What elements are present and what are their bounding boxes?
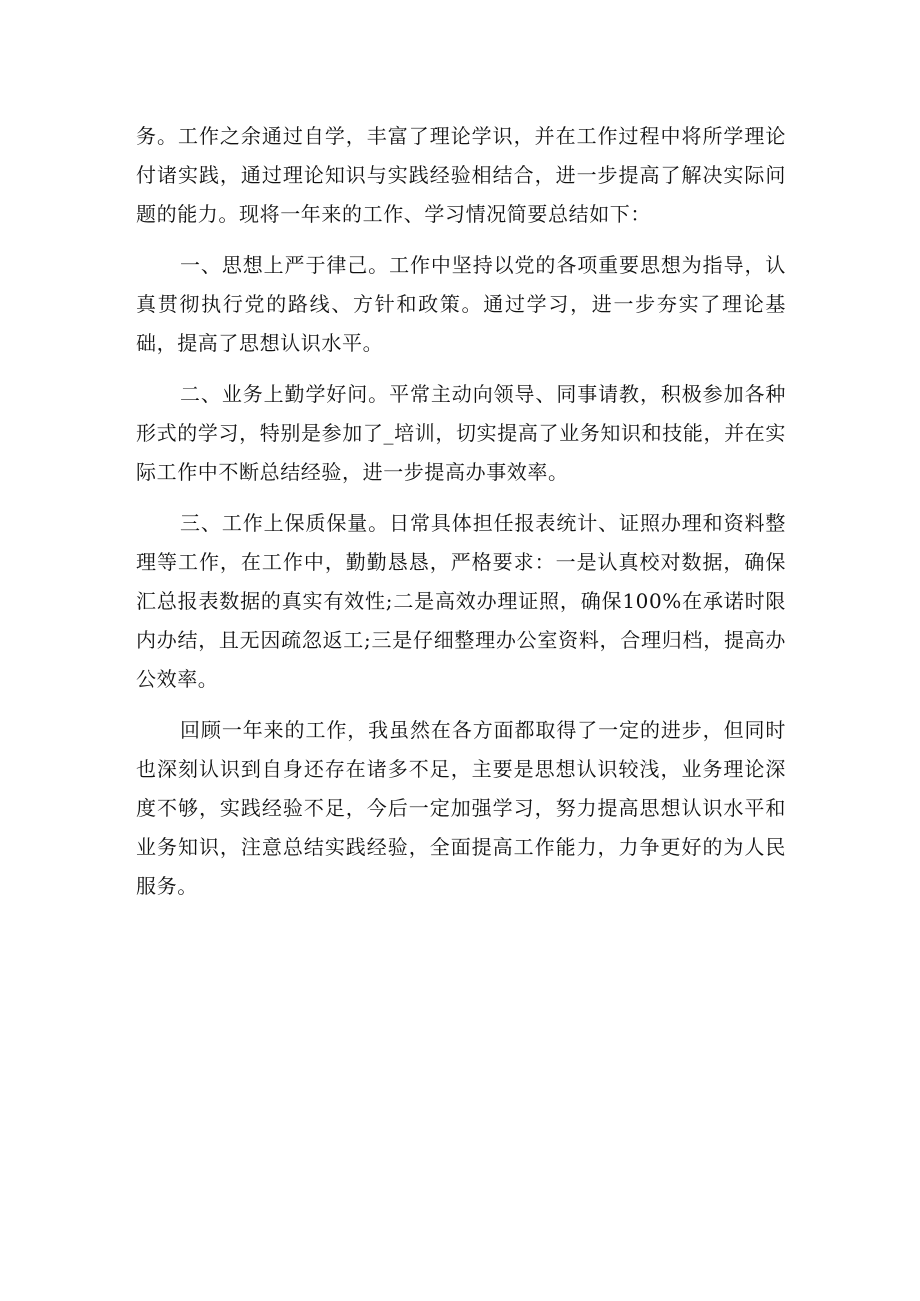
paragraph-intro-continued: 务。工作之余通过自学，丰富了理论学识，并在工作过程中将所学理论付诸实践，通过理论知识与实践经验相结合，进一步提高了解决实际问题的能力。现将一年来的工作、学习情况简要总结如下： [136,124,786,226]
paragraph-section-business: 二、业务上勤学好问。平常主动向领导、同事请教，积极参加各种形式的学习，特别是参加了_培训，切实提高了业务知识和技能，并在实际工作中不断总结经验，进一步提高办事效率。 [136,382,786,484]
paragraph-section-thought: 一、思想上严于律己。工作中坚持以党的各项重要思想为指导，认真贯彻执行党的路线、方针和政策。通过学习，进一步夯实了理论基础，提高了思想认识水平。 [136,253,786,355]
paragraph-section-work: 三、工作上保质保量。日常具体担任报表统计、证照办理和资料整理等工作，在工作中，勤勤恳恳，严格要求：一是认真校对数据，确保汇总报表数据的真实有效性;二是高效办理证照，确保100%在承诺时限内办结，且无因疏忽返工;三是仔细整理办公室资料，合理归档，提高办公效率。 [136,511,786,691]
paragraph-review: 回顾一年来的工作，我虽然在各方面都取得了一定的进步，但同时也深刻认识到自身还存在诸多不足，主要是思想认识较浅，业务理论深度不够，实践经验不足，今后一定加强学习，努力提高思想认识水平和业务知识，注意总结实践经验，全面提高工作能力，力争更好的为人民服务。 [136,718,786,898]
document-body [136,117,786,918]
